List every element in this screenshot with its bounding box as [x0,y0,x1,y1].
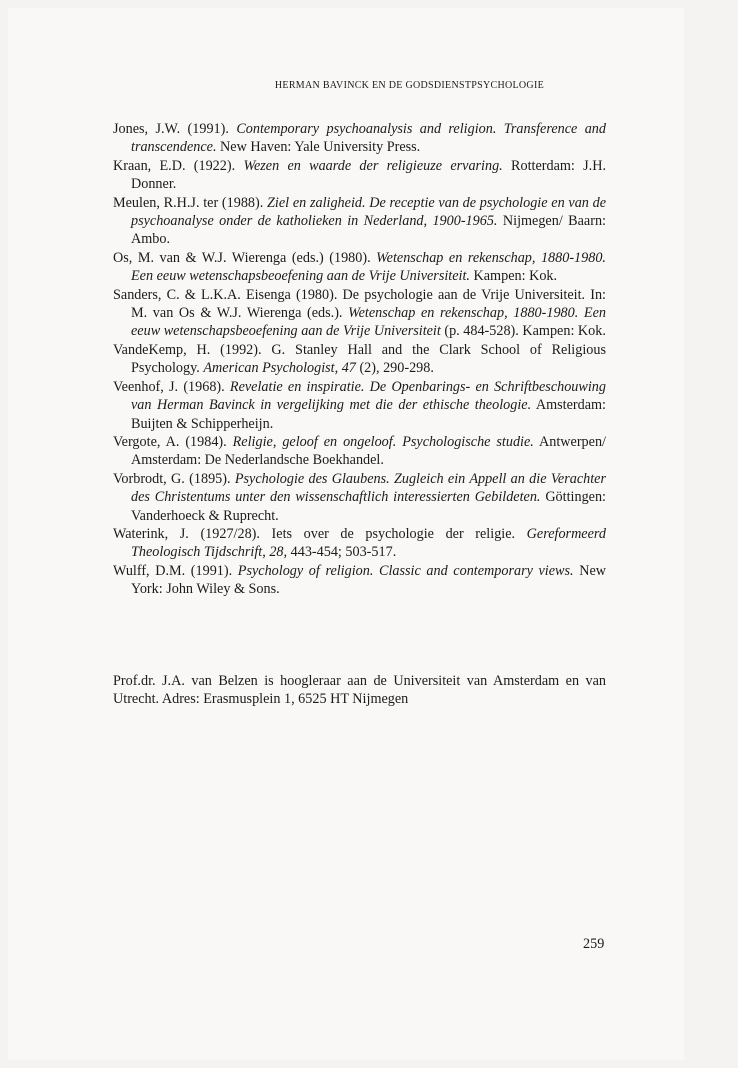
reference-item: Wulff, D.M. (1991). Psychology of religion. Classic and contemporary views. New York: John Wiley & Sons. [113,562,606,598]
page-number: 259 [583,936,605,952]
reference-item: Veenhof, J. (1968). Revelatie en inspiratie. De Openbarings- en Schriftbeschouwing van Herman Bavinck in vergelijking met die der ethische theologie. Amsterdam: Buijten & Schipperheijn. [113,378,606,432]
reference-item: Vergote, A. (1984). Religie, geloof en ongeloof. Psychologische studie. Antwerpen/ Amsterdam: De Nederlandsche Boekhandel. [113,433,606,469]
reference-item: Waterink, J. (1927/28). Iets over de psychologie der religie. Gereformeerd Theologisch Tijdschrift, 28, 443-454; 503-517. [113,525,606,561]
reference-item: Jones, J.W. (1991). Contemporary psychoanalysis and religion. Transference and transcendence. New Haven: Yale University Press. [113,121,606,156]
reference-item: Meulen, R.H.J. ter (1988). Ziel en zaligheid. De receptie van de psychologie en van de psychoanalyse onder de katholieken in Nederland, 1900-1965. Nijmegen/ Baarn: Ambo. [113,194,607,248]
reference-list [113,120,606,599]
reference-item: Sanders, C. & L.K.A. Eisenga (1980). De psychologie aan de Vrije Universiteit. In: M. van Os & W.J. Wierenga (eds.). Wetenschap en rekenschap, 1880-1980. Een eeuw wetenschapsbeoefening aan de Vrije Universiteit (p. 484-528). Kampen: Kok. [113,286,606,340]
reference-item: Kraan, E.D. (1922). Wezen en waarde der religieuze ervaring. Rotterdam: J.H. Donner. [113,157,606,193]
reference-item: Os, M. van & W.J. Wierenga (eds.) (1980). Wetenschap en rekenschap, 1880-1980. Een eeuw wetenschapsbeoefening aan de Vrije Universiteit. Kampen: Kok. [113,249,606,285]
reference-item: VandeKemp, H. (1992). G. Stanley Hall and the Clark School of Religious Psychology. American Psychologist, 47 (2), 290-298. [113,341,606,377]
page [8,8,684,1060]
running-header: HERMAN BAVINCK EN DE GODSDIENSTPSYCHOLOGIE [274,80,544,91]
reference-item: Vorbrodt, G. (1895). Psychologie des Glaubens. Zugleich ein Appell an die Verachter des Christentums unter den wissenschaftlich interessierten Gebildeten. Göttingen: Vanderhoeck & Ruprecht. [113,470,606,524]
author-note: Prof.dr. J.A. van Belzen is hoogleraar aan de Universiteit van Amsterdam en van Utrecht. Adres: Erasmusplein 1, 6525 HT Nijmegen [113,673,606,708]
